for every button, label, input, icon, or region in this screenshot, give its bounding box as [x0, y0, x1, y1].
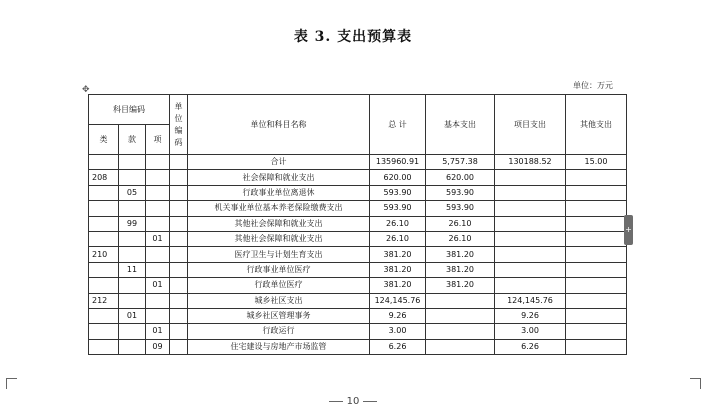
total-amount: 3.00	[370, 324, 426, 339]
page-corner-mark	[690, 378, 701, 389]
code-kuan: 99	[119, 216, 146, 231]
total-amount: 9.26	[370, 308, 426, 323]
basic-amount: 593.90	[426, 201, 495, 216]
total-amount: 26.10	[370, 231, 426, 246]
other-amount	[566, 293, 627, 308]
table-row	[89, 308, 627, 323]
header-subject-code: 科目编码	[89, 95, 170, 125]
code-xiang	[146, 170, 170, 185]
table-row	[89, 339, 627, 354]
table-row	[89, 262, 627, 277]
unit-code	[170, 201, 188, 216]
project-amount: 124,145.76	[495, 293, 566, 308]
header-unit-code: 单位编码	[170, 95, 188, 155]
code-kuan: 11	[119, 262, 146, 277]
other-amount	[566, 278, 627, 293]
basic-amount: 620.00	[426, 170, 495, 185]
unit-code	[170, 262, 188, 277]
code-xiang: 01	[146, 324, 170, 339]
project-amount	[495, 185, 566, 200]
subject-name: 社会保障和就业支出	[188, 170, 370, 185]
total-amount: 593.90	[370, 201, 426, 216]
code-xiang	[146, 201, 170, 216]
unit-code	[170, 293, 188, 308]
table-row	[89, 201, 627, 216]
code-lei: 210	[89, 247, 119, 262]
expenditure-budget-table	[88, 94, 627, 355]
code-lei: 208	[89, 170, 119, 185]
subject-name: 行政事业单位医疗	[188, 262, 370, 277]
project-amount	[495, 278, 566, 293]
code-kuan	[119, 231, 146, 246]
table-move-handle-icon[interactable]: ✥	[82, 85, 90, 95]
code-lei	[89, 262, 119, 277]
code-lei	[89, 278, 119, 293]
code-xiang	[146, 247, 170, 262]
header-project: 项目支出	[495, 95, 566, 155]
unit-code	[170, 231, 188, 246]
code-kuan: 05	[119, 185, 146, 200]
subject-name: 城乡社区支出	[188, 293, 370, 308]
basic-amount: 5,757.38	[426, 155, 495, 170]
subject-name: 合计	[188, 155, 370, 170]
side-expand-tab-icon[interactable]: +	[624, 215, 633, 245]
basic-amount: 26.10	[426, 231, 495, 246]
total-amount: 593.90	[370, 185, 426, 200]
code-kuan: 01	[119, 308, 146, 323]
code-kuan	[119, 170, 146, 185]
project-amount: 3.00	[495, 324, 566, 339]
project-amount: 9.26	[495, 308, 566, 323]
code-xiang: 09	[146, 339, 170, 354]
unit-code	[170, 216, 188, 231]
project-amount	[495, 216, 566, 231]
table-row	[89, 247, 627, 262]
subject-name: 行政单位医疗	[188, 278, 370, 293]
code-lei	[89, 185, 119, 200]
basic-amount: 381.20	[426, 262, 495, 277]
code-lei: 212	[89, 293, 119, 308]
table-row	[89, 155, 627, 170]
total-amount: 381.20	[370, 278, 426, 293]
header-name: 单位和科目名称	[188, 95, 370, 155]
basic-amount	[426, 339, 495, 354]
total-amount: 135960.91	[370, 155, 426, 170]
code-xiang	[146, 155, 170, 170]
subject-name: 城乡社区管理事务	[188, 308, 370, 323]
project-amount	[495, 247, 566, 262]
subject-name: 医疗卫生与计划生育支出	[188, 247, 370, 262]
header-xiang: 项	[146, 125, 170, 155]
code-xiang	[146, 308, 170, 323]
total-amount: 620.00	[370, 170, 426, 185]
other-amount	[566, 231, 627, 246]
table-title: 表 3. 支出预算表	[293, 29, 413, 45]
table-row	[89, 231, 627, 246]
basic-amount	[426, 324, 495, 339]
code-kuan	[119, 293, 146, 308]
basic-amount: 381.20	[426, 247, 495, 262]
project-amount: 6.26	[495, 339, 566, 354]
unit-label: 单位：万元	[573, 81, 613, 90]
unit-code	[170, 308, 188, 323]
page-number: 10	[346, 396, 360, 407]
other-amount	[566, 170, 627, 185]
code-lei	[89, 231, 119, 246]
code-lei	[89, 339, 119, 354]
header-basic: 基本支出	[426, 95, 495, 155]
code-xiang	[146, 262, 170, 277]
project-amount	[495, 170, 566, 185]
unit-code	[170, 324, 188, 339]
header-lei: 类	[89, 125, 119, 155]
total-amount: 124,145.76	[370, 293, 426, 308]
header-kuan: 款	[119, 125, 146, 155]
other-amount	[566, 324, 627, 339]
code-lei	[89, 308, 119, 323]
table-row	[89, 216, 627, 231]
code-lei	[89, 324, 119, 339]
project-amount: 130188.52	[495, 155, 566, 170]
basic-amount	[426, 293, 495, 308]
total-amount: 6.26	[370, 339, 426, 354]
subject-name: 住宅建设与房地产市场监管	[188, 339, 370, 354]
code-kuan	[119, 278, 146, 293]
unit-code	[170, 247, 188, 262]
total-amount: 381.20	[370, 262, 426, 277]
page-corner-mark	[6, 378, 17, 389]
other-amount	[566, 262, 627, 277]
other-amount	[566, 339, 627, 354]
code-lei	[89, 155, 119, 170]
code-lei	[89, 201, 119, 216]
header-total: 总 计	[370, 95, 426, 155]
unit-code	[170, 278, 188, 293]
code-kuan	[119, 324, 146, 339]
unit-code	[170, 185, 188, 200]
other-amount	[566, 185, 627, 200]
table-row	[89, 278, 627, 293]
subject-name: 机关事业单位基本养老保险缴费支出	[188, 201, 370, 216]
code-kuan	[119, 339, 146, 354]
other-amount	[566, 216, 627, 231]
project-amount	[495, 231, 566, 246]
subject-name: 其他社会保障和就业支出	[188, 231, 370, 246]
other-amount	[566, 201, 627, 216]
table-row	[89, 324, 627, 339]
code-lei	[89, 216, 119, 231]
page-footer	[0, 396, 706, 407]
other-amount	[566, 308, 627, 323]
basic-amount: 381.20	[426, 278, 495, 293]
code-kuan	[119, 247, 146, 262]
code-xiang: 01	[146, 231, 170, 246]
header-other: 其他支出	[566, 95, 627, 155]
other-amount: 15.00	[566, 155, 627, 170]
basic-amount	[426, 308, 495, 323]
subject-name: 其他社会保障和就业支出	[188, 216, 370, 231]
total-amount: 381.20	[370, 247, 426, 262]
unit-code	[170, 170, 188, 185]
table-row	[89, 185, 627, 200]
project-amount	[495, 262, 566, 277]
code-xiang: 01	[146, 278, 170, 293]
subject-name: 行政运行	[188, 324, 370, 339]
code-xiang	[146, 293, 170, 308]
total-amount: 26.10	[370, 216, 426, 231]
table-row	[89, 170, 627, 185]
project-amount	[495, 201, 566, 216]
code-kuan	[119, 155, 146, 170]
basic-amount: 26.10	[426, 216, 495, 231]
unit-code	[170, 155, 188, 170]
subject-name: 行政事业单位离退休	[188, 185, 370, 200]
basic-amount: 593.90	[426, 185, 495, 200]
code-kuan	[119, 201, 146, 216]
other-amount	[566, 247, 627, 262]
table-row	[89, 293, 627, 308]
code-xiang	[146, 216, 170, 231]
unit-code	[170, 339, 188, 354]
code-xiang	[146, 185, 170, 200]
